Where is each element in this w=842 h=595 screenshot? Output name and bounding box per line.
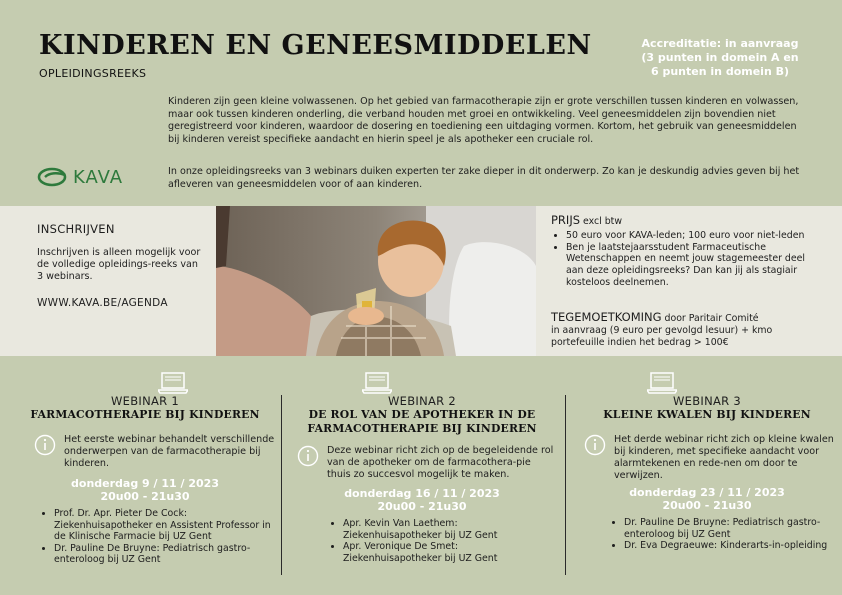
speaker-item: • Dr. Eva Degraeuwe: Kinderarts-in-opleiding — [624, 540, 842, 552]
speaker-list — [10, 508, 280, 566]
speaker-item: • Prof. Dr. Apr. Pieter De Cock: Ziekenhuisapotheker en Assistent Professor in de Klinische Farmacie bij UZ Gent — [54, 508, 280, 543]
webinar-title: DE ROL VAN DE APOTHEKER IN DE FARMACOTHERAPIE BIJ KINDEREN — [307, 408, 537, 435]
webinar-time: 20u00 - 21u30 — [377, 500, 467, 513]
page-title: KINDEREN EN GENEESMIDDELEN — [39, 30, 592, 61]
webinar-2 — [287, 372, 557, 564]
prijs-item: • 50 euro voor KAVA-leden; 100 euro voor niet-leden — [566, 230, 821, 242]
webinar-description: Het eerste webinar behandelt verschillende onderwerpen van de farmacotherapie bij kinderen. — [64, 434, 275, 469]
intro-paragraph-2: In onze opleidingsreeks van 3 webinars duiken experten ter zake dieper in dit onderwerp. Zo kan je deskundig advies geven bij het afleveren van geneesmiddelen voor of aan kinderen. — [168, 166, 800, 190]
prijs-heading: PRIJS — [551, 213, 581, 227]
prijs-item: • Ben je laatstejaarsstudent Farmaceutische Wetenschappen en neemt jouw stagemeester deel aan deze opleidingsreeks? Dan kan jij als stagiair kosteloos deelnemen. — [566, 242, 821, 289]
tegemoetkoming-text: in aanvraag (9 euro per gevolgd lesuur) + kmo portefeuille indien het bedrag > 100€ — [551, 324, 773, 348]
webinar-description: Deze webinar richt zich op de begeleidende rol van de apotheker om de farmacothera-pie thuis zo succesvol mogelijk te maken. — [327, 445, 554, 480]
kava-logo — [37, 166, 123, 188]
webinar-date: donderdag 9 / 11 / 2023 — [71, 477, 219, 490]
webinar-time: 20u00 - 21u30 — [662, 499, 752, 512]
info-icon — [297, 445, 319, 467]
speaker-item: • Apr. Veronique De Smet: Ziekenhuisapotheker bij UZ Gent — [343, 541, 557, 564]
agenda-link[interactable]: WWW.KAVA.BE/AGENDA — [37, 297, 168, 309]
accreditation-note: Accreditatie: in aanvraag (3 punten in domein A en 6 punten in domein B) — [641, 37, 799, 78]
tegemoetkoming-section — [551, 312, 821, 348]
kava-logo-text: KAVA — [73, 166, 124, 188]
prijs-note: excl btw — [583, 216, 623, 227]
laptop-icon — [362, 372, 392, 394]
inschrijven-heading: INSCHRIJVEN — [37, 222, 115, 236]
speaker-item: • Dr. Pauline De Bruyne: Pediatrisch gastro-enteroloog bij UZ Gent — [624, 517, 842, 540]
webinar-time: 20u00 - 21u30 — [100, 490, 190, 503]
child-drinking-photo — [216, 206, 536, 356]
speaker-list — [287, 518, 557, 564]
info-icon — [584, 434, 606, 456]
webinar-label: WEBINAR 3 — [672, 394, 742, 408]
laptop-icon — [647, 372, 677, 394]
prijs-section — [551, 215, 821, 289]
kava-logo-icon — [37, 166, 69, 188]
webinar-label: WEBINAR 2 — [387, 394, 457, 408]
page-subtitle: OPLEIDINGSREEKS — [39, 67, 147, 80]
laptop-icon — [158, 372, 188, 394]
webinar-date: donderdag 16 / 11 / 2023 — [344, 487, 500, 500]
webinar-label: WEBINAR 1 — [110, 394, 180, 408]
speaker-item: • Apr. Kevin Van Laethem: Ziekenhuisapotheker bij UZ Gent — [343, 518, 557, 541]
webinar-description: Het derde webinar richt zich op kleine kwalen bij kinderen, met specifieke aandacht voor alarmtekenen en rede-nen om door te verwijzen. — [614, 434, 834, 481]
webinar-title: FARMACOTHERAPIE BIJ KINDEREN — [30, 408, 260, 421]
webinar-title: KLEINE KWALEN BIJ KINDEREN — [603, 408, 811, 421]
webinar-3 — [572, 372, 842, 552]
column-divider — [565, 395, 566, 575]
intro-paragraph-1: Kinderen zijn geen kleine volwassenen. Op het gebied van farmacotherapie zijn er grote verschillen tussen kinderen en volwassen, maar ook tussen kinderen onderling, die verband houden met groei en ontwikkeling. Veel geneesmiddelen zijn bovendien niet geregistreerd voor kinderen, waardoor de dosering en toediening een uitdaging vormen. Kortom, het gebruik van geneesmiddelen bij kinderen vereist specifieke aandacht en hierin speel je als apotheker een cruciale rol. — [168, 96, 799, 145]
inschrijven-text: Inschrijven is alleen mogelijk voor de volledige opleidings-reeks van 3 webinars. — [37, 247, 201, 282]
speaker-item: • Dr. Pauline De Bruyne: Pediatrisch gastro-enteroloog bij UZ Gent — [54, 543, 280, 566]
webinar-date: donderdag 23 / 11 / 2023 — [629, 486, 785, 499]
column-divider — [281, 395, 282, 575]
tegemoetkoming-rest: door Paritair Comité — [661, 313, 759, 324]
tegemoetkoming-heading: TEGEMOETKOMING — [551, 310, 662, 324]
webinar-1 — [10, 372, 280, 566]
speaker-list — [572, 517, 842, 552]
info-icon — [34, 434, 56, 456]
